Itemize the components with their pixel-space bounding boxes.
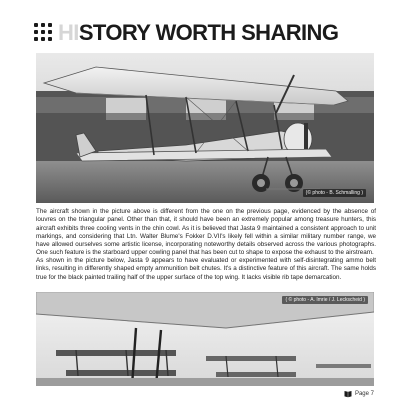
- biplanes-lineup-photo: [36, 292, 374, 386]
- top-photo: [36, 53, 374, 203]
- paragraph-1: The aircraft shown in the picture above is different from the one on the previous page, evidenced by the absence of louvres on the triangular panel. Other than that, it should have been an extremely popular among treasure hunters, this aircraft exhibits three cooling vents in the chin cowl. As it is believed that Jasta 9 maintained a consistent approach to unit markings, and considering that Ltn. Walter Blume's Fokker D.VII's likely fell within a similar military number range, we have allowed ourselves some artistic license, incorporating noteworthy details observed across the various photographs. One such feature is the starboard upper cowling panel that has been cut to shape to expose the exhaust to the airstream.: [36, 208, 376, 257]
- biplane-hangar-photo: [36, 53, 374, 203]
- top-photo-credit: (© photo - B. Schmalling ): [303, 189, 366, 197]
- paragraph-2: As shown in the picture below, Jasta 9 appears to have evaluated or experimented with self-disintegrating ammo belt links, resulting in differently shaped empty ammunition belt chutes. It's a distinctive feature of this aircraft. The same holds true for the black painted trailing half of the upper surface of the top wing. It lacks visible rib tape demarcation.: [36, 257, 376, 281]
- bottom-photo-credit: ( © photo - A. Imrie / J. Leckscheid ): [282, 296, 368, 304]
- page-title: [58, 18, 338, 48]
- page-header: [34, 18, 374, 48]
- bottom-photo: [36, 292, 374, 386]
- book-icon: [344, 390, 352, 398]
- page-title-main: STORY WORTH SHARING: [78, 20, 339, 45]
- grid-dots-icon: [34, 23, 52, 41]
- page-title-ghost: HI: [58, 20, 79, 45]
- page-number: Page 7: [354, 391, 374, 397]
- page-footer: [344, 389, 374, 399]
